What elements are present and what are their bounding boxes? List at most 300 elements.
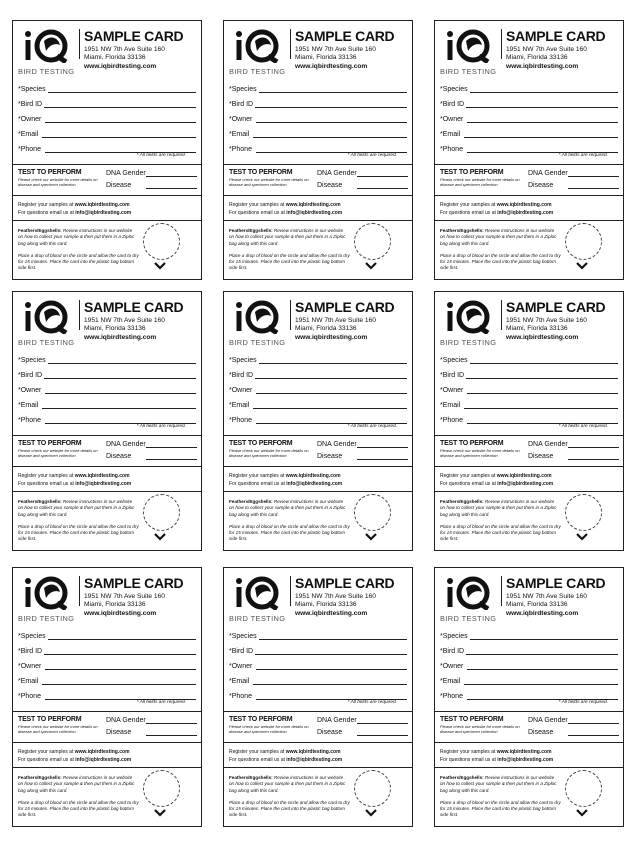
address-line-2: Miami, Florida 33136 xyxy=(84,54,146,62)
blood-instructions: Place a drop of blood on the circle and allow the card to dry for 15 minutes. Place the card into the plastic bag bottom side first. xyxy=(229,524,350,542)
bird-id-line[interactable] xyxy=(255,107,407,108)
brand-name: BIRD TESTING xyxy=(229,67,286,76)
divider xyxy=(435,195,623,196)
species-field[interactable] xyxy=(440,83,618,95)
email-label: *Email xyxy=(440,678,461,685)
sample-card xyxy=(223,291,413,551)
iq-bird-logo-icon xyxy=(24,300,70,334)
divider xyxy=(224,220,412,221)
species-field[interactable] xyxy=(440,354,618,366)
register-site: www.iqbirdtesting.com xyxy=(496,473,552,479)
disease-line[interactable] xyxy=(568,735,619,736)
iq-logo xyxy=(229,29,289,75)
questions-prefix: For questions email us at xyxy=(229,210,287,216)
questions-email: info@iqbirdtesting.com xyxy=(286,481,343,487)
questions-prefix: For questions email us at xyxy=(18,210,76,216)
disease-line[interactable] xyxy=(146,735,197,736)
dna-gender-line[interactable] xyxy=(357,723,408,724)
sample-card xyxy=(434,20,624,280)
questions-line xyxy=(18,209,131,217)
owner-field[interactable] xyxy=(18,113,196,125)
chevron-down-icon xyxy=(575,261,589,271)
test-note: Please check our website for more details on disease and specimen collection xyxy=(18,724,98,734)
feather-instructions xyxy=(440,499,560,518)
bird-id-field[interactable] xyxy=(229,645,407,657)
bird-id-field[interactable] xyxy=(18,98,196,110)
questions-line xyxy=(229,209,342,217)
owner-label: *Owner xyxy=(229,663,253,670)
website: www.iqbirdtesting.com xyxy=(506,609,579,617)
bird-id-label: *Bird ID xyxy=(18,372,43,379)
header-divider xyxy=(79,29,80,59)
dna-gender-label: DNA Gender xyxy=(528,441,568,448)
email-line[interactable] xyxy=(464,684,618,685)
blood-instructions: Place a drop of blood on the circle and allow the card to dry for 15 minutes. Place the card into the plastic bag bottom side first. xyxy=(229,253,350,271)
owner-field[interactable] xyxy=(229,660,407,672)
divider xyxy=(13,491,201,492)
test-heading: TEST TO PERFORM xyxy=(229,716,293,723)
card-title: SAMPLE CARD xyxy=(506,28,606,44)
test-note: Please check our website for more details on disease and specimen collection xyxy=(440,448,520,458)
bird-id-field[interactable] xyxy=(229,98,407,110)
test-note: Please check our website for more details on disease and specimen collection xyxy=(229,448,309,458)
register-site: www.iqbirdtesting.com xyxy=(74,473,130,479)
test-heading: TEST TO PERFORM xyxy=(18,169,82,176)
instructions-heading: Feathers/Eggshells: xyxy=(440,228,484,233)
disease-line[interactable] xyxy=(568,188,619,189)
register-prefix: Register your samples at xyxy=(18,202,75,208)
email-line[interactable] xyxy=(464,408,618,409)
phone-label: *Phone xyxy=(440,693,463,700)
divider xyxy=(224,164,412,165)
species-label: *Species xyxy=(18,357,46,364)
dna-gender-line[interactable] xyxy=(568,723,619,724)
disease-label: Disease xyxy=(317,182,343,189)
dna-gender-label: DNA Gender xyxy=(106,717,146,724)
dna-gender-option[interactable] xyxy=(317,168,412,178)
required-note: * All fields are required. xyxy=(558,700,608,705)
dna-gender-label: DNA Gender xyxy=(106,170,146,177)
register-site: www.iqbirdtesting.com xyxy=(74,202,130,208)
required-note: * All fields are required. xyxy=(558,424,608,429)
website: www.iqbirdtesting.com xyxy=(295,62,368,70)
owner-line[interactable] xyxy=(256,669,407,670)
species-line[interactable] xyxy=(48,639,196,640)
feather-instructions xyxy=(440,228,560,247)
bird-id-label: *Bird ID xyxy=(440,372,465,379)
email-label: *Email xyxy=(229,678,250,685)
address-line-1: 1951 NW 7th Ave Suite 160 xyxy=(295,593,376,600)
register-line xyxy=(440,201,553,209)
brand-name: BIRD TESTING xyxy=(18,338,75,347)
owner-field[interactable] xyxy=(440,384,618,396)
register-prefix: Register your samples at xyxy=(229,749,286,755)
chevron-down-icon xyxy=(364,808,378,818)
instructions-text: Review instructions in our website on how to collect your sample & then put them in a Ziploc bag along with this card. xyxy=(18,499,135,517)
dna-gender-option[interactable] xyxy=(528,168,623,178)
email-line[interactable] xyxy=(42,408,196,409)
phone-label: *Phone xyxy=(18,417,41,424)
disease-option[interactable] xyxy=(528,451,623,461)
brand-name: BIRD TESTING xyxy=(229,338,286,347)
address-line-1: 1951 NW 7th Ave Suite 160 xyxy=(84,317,165,324)
phone-label: *Phone xyxy=(440,417,463,424)
instructions-heading: Feathers/Eggshells: xyxy=(18,228,62,233)
blood-drop-circle xyxy=(565,494,602,531)
email-line[interactable] xyxy=(253,684,407,685)
divider xyxy=(435,491,623,492)
dna-gender-line[interactable] xyxy=(568,176,619,177)
questions-line xyxy=(440,756,553,764)
sample-card xyxy=(434,291,624,551)
brand-name: BIRD TESTING xyxy=(18,67,75,76)
species-field[interactable] xyxy=(18,630,196,642)
owner-field[interactable] xyxy=(440,660,618,672)
species-line[interactable] xyxy=(259,639,407,640)
species-field[interactable] xyxy=(229,630,407,642)
owner-label: *Owner xyxy=(440,116,464,123)
species-line[interactable] xyxy=(48,363,196,364)
header-divider xyxy=(79,576,80,606)
card-title: SAMPLE CARD xyxy=(84,575,184,591)
email-field[interactable] xyxy=(440,675,618,687)
sample-card xyxy=(12,20,202,280)
disease-option[interactable] xyxy=(528,727,623,737)
disease-option[interactable] xyxy=(528,180,623,190)
register-block xyxy=(18,472,131,488)
test-heading: TEST TO PERFORM xyxy=(18,716,82,723)
address-line-2: Miami, Florida 33136 xyxy=(295,54,357,62)
email-field[interactable] xyxy=(440,399,618,411)
bird-id-line[interactable] xyxy=(466,107,618,108)
owner-line[interactable] xyxy=(45,393,196,394)
divider xyxy=(224,491,412,492)
disease-label: Disease xyxy=(106,729,132,736)
address-line-2: Miami, Florida 33136 xyxy=(295,601,357,609)
dna-gender-line[interactable] xyxy=(357,447,408,448)
instructions-heading: Feathers/Eggshells: xyxy=(229,775,273,780)
card-header xyxy=(13,292,201,348)
chevron-down-icon xyxy=(153,808,167,818)
species-line[interactable] xyxy=(470,363,618,364)
email-line[interactable] xyxy=(42,684,196,685)
card-header xyxy=(435,292,623,348)
iq-bird-logo-icon xyxy=(235,576,281,610)
address-line-1: 1951 NW 7th Ave Suite 160 xyxy=(84,46,165,53)
owner-field[interactable] xyxy=(229,113,407,125)
test-heading: TEST TO PERFORM xyxy=(440,440,504,447)
address-block xyxy=(506,593,587,618)
feather-instructions xyxy=(440,775,560,794)
dna-gender-line[interactable] xyxy=(146,447,197,448)
disease-option[interactable] xyxy=(317,451,412,461)
disease-option[interactable] xyxy=(317,180,412,190)
email-label: *Email xyxy=(440,402,461,409)
divider xyxy=(13,164,201,165)
divider xyxy=(435,466,623,467)
dna-gender-option[interactable] xyxy=(317,715,412,725)
disease-label: Disease xyxy=(317,729,343,736)
card-header xyxy=(224,21,412,77)
sample-card xyxy=(223,20,413,280)
address-line-2: Miami, Florida 33136 xyxy=(506,325,568,333)
owner-line[interactable] xyxy=(256,122,407,123)
email-field[interactable] xyxy=(229,675,407,687)
card-header xyxy=(224,292,412,348)
species-line[interactable] xyxy=(470,639,618,640)
iq-logo xyxy=(229,300,289,346)
feather-instructions xyxy=(18,228,138,247)
instructions-text: Review instructions in our website on how to collect your sample & then put them in a Ziploc bag along with this card. xyxy=(440,775,557,793)
questions-prefix: For questions email us at xyxy=(229,481,287,487)
header-divider xyxy=(79,300,80,330)
species-label: *Species xyxy=(18,86,46,93)
owner-line[interactable] xyxy=(467,669,618,670)
disease-line[interactable] xyxy=(146,459,197,460)
chevron-down-icon xyxy=(364,532,378,542)
instructions-heading: Feathers/Eggshells: xyxy=(440,499,484,504)
instructions-text: Review instructions in our website on how to collect your sample & then put them in a Ziploc bag along with this card. xyxy=(229,499,346,517)
owner-label: *Owner xyxy=(229,387,253,394)
email-field[interactable] xyxy=(229,128,407,140)
divider xyxy=(13,742,201,743)
species-label: *Species xyxy=(229,633,257,640)
card-title: SAMPLE CARD xyxy=(84,299,184,315)
instructions-heading: Feathers/Eggshells: xyxy=(440,775,484,780)
register-block xyxy=(440,472,553,488)
bird-id-line[interactable] xyxy=(44,654,196,655)
address-line-2: Miami, Florida 33136 xyxy=(506,54,568,62)
website: www.iqbirdtesting.com xyxy=(84,609,157,617)
brand-name: BIRD TESTING xyxy=(229,614,286,623)
phone-label: *Phone xyxy=(229,693,252,700)
card-header xyxy=(13,21,201,77)
register-line xyxy=(229,748,342,756)
test-heading: TEST TO PERFORM xyxy=(440,716,504,723)
bird-id-label: *Bird ID xyxy=(229,372,254,379)
bird-id-label: *Bird ID xyxy=(18,101,43,108)
dna-gender-label: DNA Gender xyxy=(528,170,568,177)
owner-line[interactable] xyxy=(45,122,196,123)
test-note: Please check our website for more details on disease and specimen collection xyxy=(229,177,309,187)
disease-option[interactable] xyxy=(317,727,412,737)
dna-gender-option[interactable] xyxy=(106,715,201,725)
divider xyxy=(224,195,412,196)
sample-card xyxy=(223,567,413,827)
chevron-down-icon xyxy=(153,261,167,271)
dna-gender-line[interactable] xyxy=(146,176,197,177)
bird-id-line[interactable] xyxy=(255,378,407,379)
email-label: *Email xyxy=(229,131,250,138)
header-divider xyxy=(290,576,291,606)
email-label: *Email xyxy=(18,678,39,685)
owner-line[interactable] xyxy=(256,393,407,394)
required-note: * All fields are required. xyxy=(347,700,397,705)
dna-gender-line[interactable] xyxy=(146,723,197,724)
address-line-2: Miami, Florida 33136 xyxy=(84,601,146,609)
blood-instructions: Place a drop of blood on the circle and allow the card to dry for 15 minutes. Place the card into the plastic bag bottom side first. xyxy=(440,524,561,542)
owner-line[interactable] xyxy=(467,393,618,394)
dna-gender-line[interactable] xyxy=(357,176,408,177)
bird-id-field[interactable] xyxy=(229,369,407,381)
questions-email: info@iqbirdtesting.com xyxy=(497,210,554,216)
divider xyxy=(435,767,623,768)
required-note: * All fields are required. xyxy=(347,153,397,158)
blood-drop-circle xyxy=(565,770,602,807)
blood-instructions: Place a drop of blood on the circle and allow the card to dry for 15 minutes. Place the card into the plastic bag bottom side first. xyxy=(18,800,139,818)
owner-field[interactable] xyxy=(18,660,196,672)
divider xyxy=(13,220,201,221)
email-line[interactable] xyxy=(464,137,618,138)
divider xyxy=(435,742,623,743)
address-block xyxy=(84,593,165,618)
bird-id-field[interactable] xyxy=(18,645,196,657)
dna-gender-option[interactable] xyxy=(317,439,412,449)
iq-bird-logo-icon xyxy=(446,29,492,63)
iq-logo xyxy=(440,29,500,75)
species-field[interactable] xyxy=(229,83,407,95)
email-field[interactable] xyxy=(18,675,196,687)
iq-bird-logo-icon xyxy=(446,576,492,610)
card-title: SAMPLE CARD xyxy=(84,28,184,44)
disease-option[interactable] xyxy=(106,727,201,737)
card-header xyxy=(435,568,623,624)
header-divider xyxy=(290,29,291,59)
divider xyxy=(435,164,623,165)
address-block xyxy=(295,317,376,342)
bird-id-line[interactable] xyxy=(466,654,618,655)
bird-id-label: *Bird ID xyxy=(440,648,465,655)
email-field[interactable] xyxy=(18,399,196,411)
species-line[interactable] xyxy=(48,92,196,93)
bird-id-line[interactable] xyxy=(44,378,196,379)
email-field[interactable] xyxy=(440,128,618,140)
required-note: * All fields are required. xyxy=(558,153,608,158)
bird-id-line[interactable] xyxy=(466,378,618,379)
email-line[interactable] xyxy=(42,137,196,138)
brand-name: BIRD TESTING xyxy=(440,67,497,76)
blood-drop-circle xyxy=(143,494,180,531)
owner-field[interactable] xyxy=(229,384,407,396)
disease-line[interactable] xyxy=(357,735,408,736)
email-line[interactable] xyxy=(253,408,407,409)
owner-line[interactable] xyxy=(467,122,618,123)
species-line[interactable] xyxy=(259,363,407,364)
dna-gender-label: DNA Gender xyxy=(317,170,357,177)
blood-drop-circle xyxy=(143,770,180,807)
address-block xyxy=(295,46,376,71)
address-block xyxy=(84,317,165,342)
feather-instructions xyxy=(229,775,349,794)
owner-field[interactable] xyxy=(440,113,618,125)
chevron-down-icon xyxy=(575,808,589,818)
disease-label: Disease xyxy=(528,729,554,736)
email-field[interactable] xyxy=(229,399,407,411)
card-header xyxy=(13,568,201,624)
email-line[interactable] xyxy=(253,137,407,138)
test-note: Please check our website for more details on disease and specimen collection xyxy=(229,724,309,734)
divider xyxy=(13,711,201,712)
register-line xyxy=(18,472,131,480)
owner-field[interactable] xyxy=(18,384,196,396)
register-site: www.iqbirdtesting.com xyxy=(285,749,341,755)
disease-line[interactable] xyxy=(146,188,197,189)
register-block xyxy=(229,748,342,764)
disease-line[interactable] xyxy=(357,459,408,460)
bird-id-field[interactable] xyxy=(440,645,618,657)
blood-drop-circle xyxy=(354,494,391,531)
header-divider xyxy=(501,300,502,330)
disease-option[interactable] xyxy=(106,451,201,461)
disease-option[interactable] xyxy=(106,180,201,190)
register-line xyxy=(229,472,342,480)
email-field[interactable] xyxy=(18,128,196,140)
register-prefix: Register your samples at xyxy=(18,473,75,479)
iq-bird-logo-icon xyxy=(446,300,492,334)
address-line-2: Miami, Florida 33136 xyxy=(84,325,146,333)
species-field[interactable] xyxy=(229,354,407,366)
register-block xyxy=(229,201,342,217)
address-block xyxy=(506,46,587,71)
address-line-1: 1951 NW 7th Ave Suite 160 xyxy=(506,593,587,600)
dna-gender-label: DNA Gender xyxy=(317,717,357,724)
species-label: *Species xyxy=(229,357,257,364)
header-divider xyxy=(501,576,502,606)
email-label: *Email xyxy=(18,402,39,409)
dna-gender-label: DNA Gender xyxy=(528,717,568,724)
species-field[interactable] xyxy=(18,83,196,95)
bird-id-label: *Bird ID xyxy=(229,101,254,108)
bird-id-line[interactable] xyxy=(44,107,196,108)
register-prefix: Register your samples at xyxy=(440,749,497,755)
bird-id-field[interactable] xyxy=(18,369,196,381)
species-line[interactable] xyxy=(259,92,407,93)
instructions-text: Review instructions in our website on how to collect your sample & then put them in a Ziploc bag along with this card. xyxy=(440,228,557,246)
disease-line[interactable] xyxy=(357,188,408,189)
owner-label: *Owner xyxy=(440,387,464,394)
iq-logo xyxy=(18,576,78,622)
bird-id-field[interactable] xyxy=(440,369,618,381)
dna-gender-option[interactable] xyxy=(528,439,623,449)
feather-instructions xyxy=(229,228,349,247)
bird-id-field[interactable] xyxy=(440,98,618,110)
species-field[interactable] xyxy=(18,354,196,366)
divider xyxy=(224,466,412,467)
disease-line[interactable] xyxy=(568,459,619,460)
dna-gender-option[interactable] xyxy=(528,715,623,725)
questions-email: info@iqbirdtesting.com xyxy=(497,757,554,763)
species-field[interactable] xyxy=(440,630,618,642)
questions-email: info@iqbirdtesting.com xyxy=(75,757,132,763)
chevron-down-icon xyxy=(153,532,167,542)
card-header xyxy=(224,568,412,624)
iq-bird-logo-icon xyxy=(235,29,281,63)
instructions-heading: Feathers/Eggshells: xyxy=(18,775,62,780)
instructions-text: Review instructions in our website on how to collect your sample & then put them in a Ziploc bag along with this card. xyxy=(229,228,346,246)
dna-gender-option[interactable] xyxy=(106,168,201,178)
dna-gender-line[interactable] xyxy=(568,447,619,448)
instructions-text: Review instructions in our website on how to collect your sample & then put them in a Ziploc bag along with this card. xyxy=(18,228,135,246)
questions-prefix: For questions email us at xyxy=(440,481,498,487)
bird-id-line[interactable] xyxy=(255,654,407,655)
register-site: www.iqbirdtesting.com xyxy=(74,749,130,755)
dna-gender-option[interactable] xyxy=(106,439,201,449)
instructions-text: Review instructions in our website on how to collect your sample & then put them in a Ziploc bag along with this card. xyxy=(440,499,557,517)
species-line[interactable] xyxy=(470,92,618,93)
owner-line[interactable] xyxy=(45,669,196,670)
blood-drop-circle xyxy=(143,223,180,260)
card-title: SAMPLE CARD xyxy=(506,575,606,591)
